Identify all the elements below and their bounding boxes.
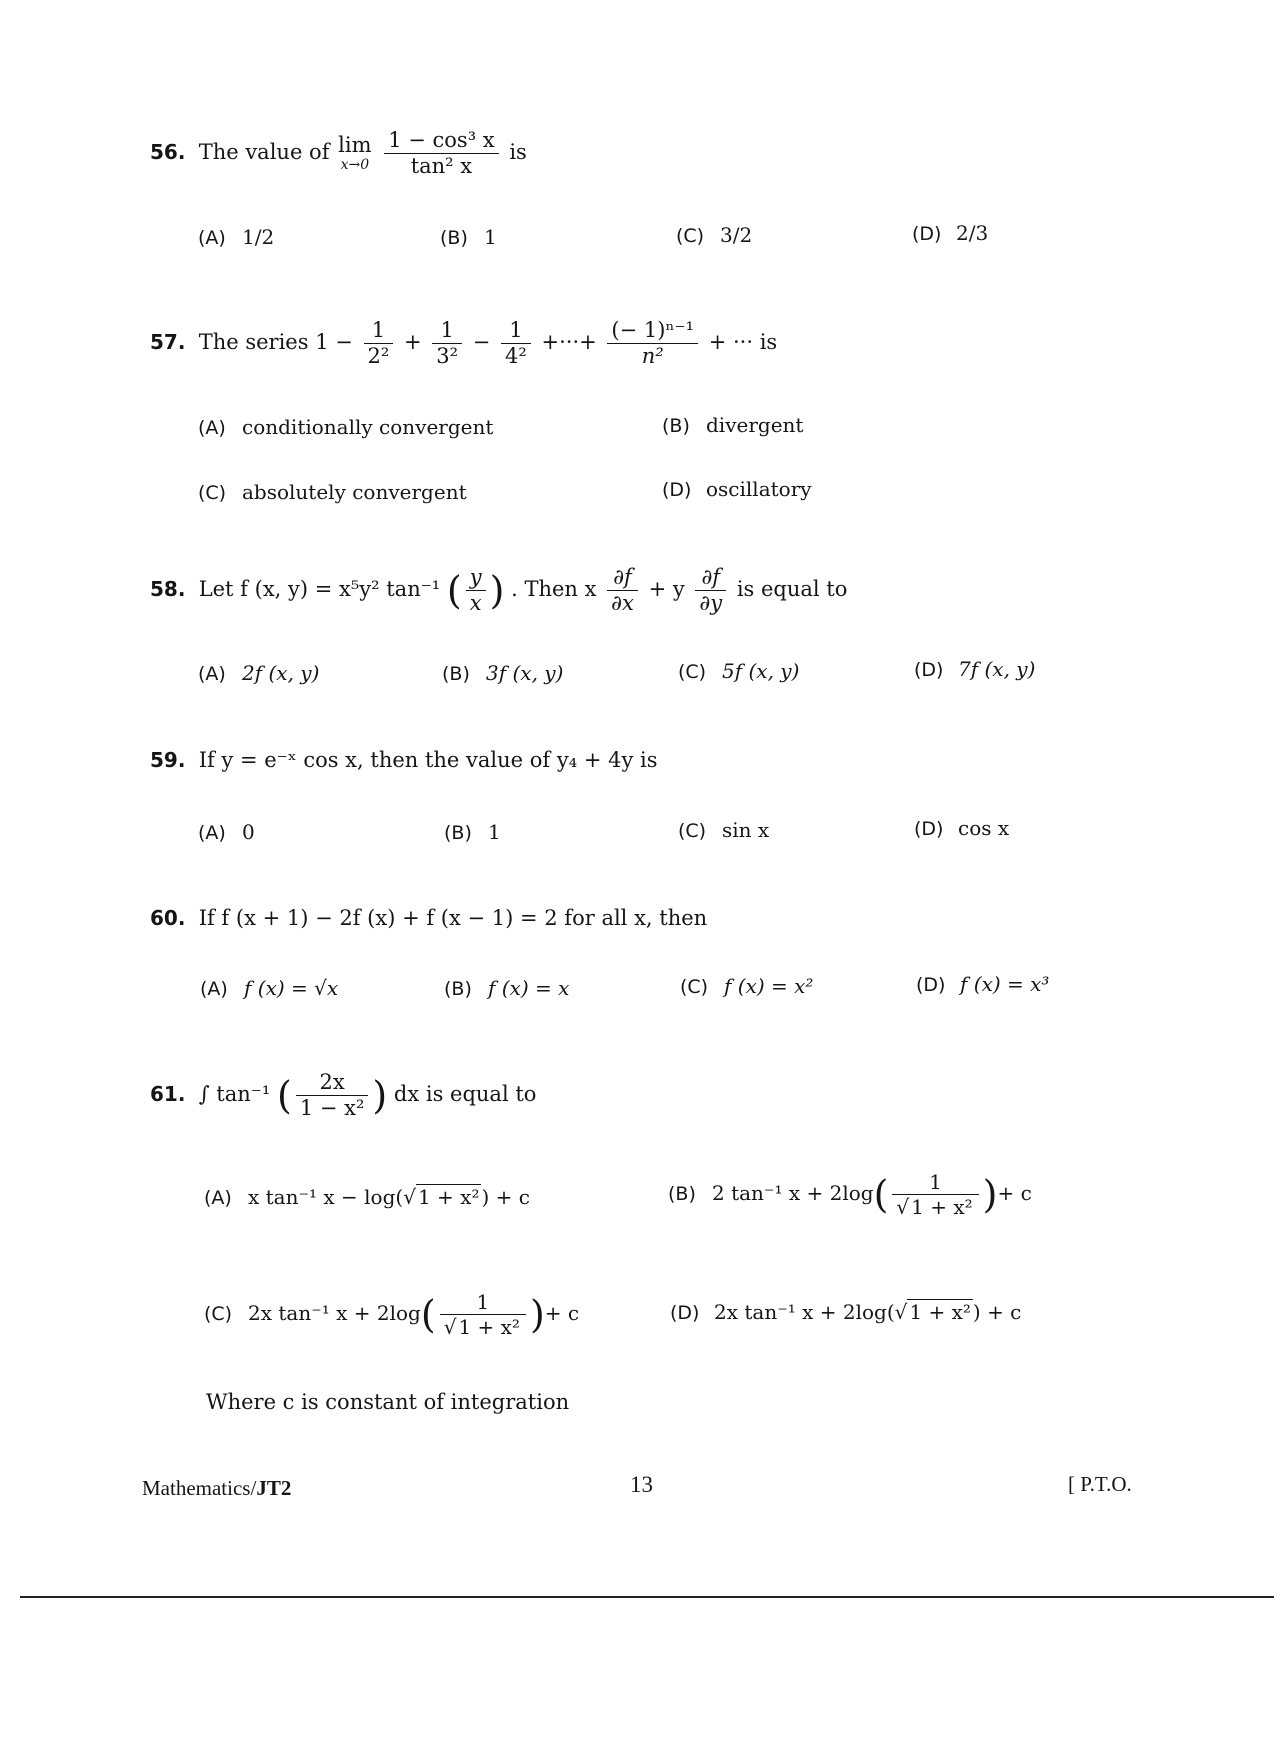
option-label: (C)	[198, 482, 227, 504]
option-label: (D)	[914, 659, 944, 681]
option-expr-end: + c	[997, 1181, 1032, 1205]
question-text: The value of	[198, 140, 330, 165]
partial-numerator: ∂f	[695, 565, 726, 591]
sqrt-icon: √	[896, 1195, 910, 1219]
question-number: 56.	[150, 140, 186, 165]
series-operator: −	[472, 330, 491, 355]
subject-name: Mathematics/	[142, 1476, 257, 1500]
series-term-3	[501, 318, 531, 369]
option-57-d[interactable]	[662, 477, 812, 501]
term-denominator: 4²	[505, 344, 527, 369]
option-value: f (x) = x	[488, 976, 570, 1000]
option-label: (B)	[444, 822, 472, 844]
option-60-d[interactable]	[916, 972, 1049, 996]
left-paren: (	[276, 1073, 292, 1118]
series-operator: +	[403, 330, 422, 355]
option-58-a[interactable]	[198, 661, 319, 685]
option-label: (B)	[440, 227, 468, 249]
sqrt-icon: √	[403, 1185, 416, 1209]
paper-code: JT2	[256, 1476, 292, 1500]
term-denominator: n²	[641, 344, 664, 369]
option-label: (A)	[198, 663, 226, 685]
option-value: absolutely convergent	[242, 480, 467, 504]
option-label: (A)	[198, 227, 226, 249]
term-denominator: 2²	[367, 344, 390, 369]
series-term-2	[432, 318, 462, 369]
option-value: f (x) = x³	[960, 972, 1050, 996]
integration-note: Where c is constant of integration	[206, 1390, 570, 1414]
option-value: 2f (x, y)	[242, 661, 320, 685]
option-57-a[interactable]	[198, 415, 493, 439]
fraction-numerator: 1 − cos³ x	[384, 128, 498, 154]
option-label: (D)	[662, 479, 692, 501]
pto-label: [ P.T.O.	[1068, 1472, 1132, 1496]
option-60-a[interactable]	[200, 976, 338, 1000]
question-text-mid: . Then x	[511, 577, 597, 602]
series-term-general	[607, 318, 698, 369]
footer-subject	[142, 1476, 291, 1501]
fraction-denominator: 1 − x²	[299, 1096, 365, 1121]
radicand: 1 + x²	[911, 1195, 973, 1219]
limit-operator	[338, 134, 371, 172]
question-text-end: is equal to	[736, 577, 848, 602]
fraction-numerator: 2x	[296, 1070, 369, 1096]
option-value: 0	[242, 820, 255, 844]
question-60	[150, 906, 707, 930]
option-57-b[interactable]	[662, 413, 803, 437]
option-label: (B)	[442, 663, 470, 685]
option-expr-start: 2x tan⁻¹ x + 2log	[248, 1301, 421, 1325]
term-numerator: 1	[364, 318, 394, 344]
option-59-d[interactable]	[914, 816, 1009, 840]
term-numerator: 1	[501, 318, 531, 344]
question-number: 59.	[150, 748, 186, 772]
option-56-d[interactable]	[912, 221, 988, 245]
fraction-denominator: tan² x	[410, 154, 473, 179]
option-value: 1	[488, 820, 501, 844]
question-58	[150, 565, 847, 616]
log-fraction	[892, 1170, 978, 1219]
option-expr-start: x tan⁻¹ x − log(	[248, 1185, 404, 1209]
right-paren: )	[489, 568, 505, 613]
question-text-end: + ··· is	[708, 330, 778, 355]
option-label: (D)	[912, 223, 942, 245]
question-text: If f (x + 1) − 2f (x) + f (x − 1) = 2 for all x, then	[198, 906, 708, 930]
question-number: 57.	[150, 330, 186, 355]
option-expr-end: ) + c	[972, 1300, 1022, 1324]
option-value: 1/2	[242, 225, 275, 249]
term-numerator: 1	[432, 318, 462, 344]
fraction-numerator: 1	[892, 1170, 978, 1195]
right-paren: )	[372, 1073, 388, 1118]
option-label: (C)	[204, 1303, 233, 1325]
series-term-1	[364, 318, 394, 369]
option-value: f (x) = x²	[724, 974, 814, 998]
lim-word: lim	[338, 133, 372, 158]
question-text-end: dx is equal to	[393, 1082, 537, 1107]
partial-denominator: ∂x	[611, 591, 634, 616]
option-expr-end: ) + c	[481, 1185, 530, 1209]
option-label: (A)	[204, 1187, 232, 1209]
left-paren: (	[420, 1292, 436, 1337]
question-text-end: is	[509, 140, 527, 165]
integrand-fraction	[296, 1070, 369, 1121]
option-label: (B)	[662, 415, 690, 437]
log-fraction	[440, 1290, 526, 1339]
right-paren: )	[529, 1292, 545, 1337]
option-label: (A)	[198, 822, 226, 844]
fraction-denominator: x	[469, 591, 482, 616]
option-58-b[interactable]	[442, 661, 563, 685]
fraction-numerator: 1	[440, 1290, 526, 1315]
series-operator: +···+	[541, 330, 597, 355]
option-59-b[interactable]	[444, 820, 501, 844]
option-60-b[interactable]	[444, 976, 569, 1000]
option-expr-start: 2 tan⁻¹ x + 2log	[712, 1181, 874, 1205]
arctan-fraction	[466, 565, 486, 616]
bottom-rule	[20, 1596, 1274, 1598]
option-57-c[interactable]	[198, 480, 467, 504]
question-text-mid2: + y	[648, 577, 685, 602]
limit-fraction	[384, 128, 498, 179]
option-59-c[interactable]	[678, 818, 769, 842]
option-label: (A)	[198, 417, 226, 439]
option-56-b[interactable]	[440, 225, 497, 249]
option-label: (B)	[444, 978, 472, 1000]
option-label: (B)	[668, 1183, 696, 1205]
option-label: (D)	[670, 1302, 700, 1324]
option-expr-end: + c	[544, 1301, 580, 1325]
option-value: conditionally convergent	[242, 415, 494, 439]
option-label: (D)	[916, 974, 946, 996]
option-58-c[interactable]	[678, 659, 799, 683]
partial-denominator: ∂y	[699, 591, 723, 616]
option-61-d[interactable]	[670, 1300, 1021, 1324]
option-label: (D)	[914, 818, 944, 840]
fraction-denominator	[440, 1315, 526, 1339]
partial-y	[695, 565, 726, 616]
sqrt-icon: √	[443, 1315, 457, 1339]
option-value: 5f (x, y)	[722, 659, 800, 683]
option-value: cos x	[958, 816, 1010, 840]
radicand: 1 + x²	[417, 1185, 480, 1209]
question-61	[150, 1070, 536, 1121]
option-label: (C)	[678, 661, 707, 683]
right-paren: )	[982, 1172, 998, 1217]
radicand: 1 + x²	[458, 1315, 520, 1339]
option-58-d[interactable]	[914, 657, 1035, 681]
radicand: 1 + x²	[909, 1300, 971, 1324]
question-text: ∫ tan⁻¹	[198, 1082, 271, 1107]
partial-numerator: ∂f	[607, 565, 638, 591]
sqrt-icon: √	[894, 1300, 908, 1324]
option-61-c[interactable]	[204, 1290, 579, 1339]
question-number: 60.	[150, 906, 186, 930]
option-59-a[interactable]	[198, 820, 255, 844]
option-expr-start: 2x tan⁻¹ x + 2log(	[714, 1300, 895, 1324]
term-numerator: (− 1)ⁿ⁻¹	[607, 318, 698, 344]
option-56-c[interactable]	[676, 223, 752, 247]
question-56	[150, 128, 527, 179]
option-label: (A)	[200, 978, 228, 1000]
left-paren: (	[446, 568, 462, 613]
option-value: 3/2	[720, 223, 753, 247]
option-value: 1	[484, 225, 497, 249]
partial-x	[607, 565, 638, 616]
question-text: The series	[198, 330, 309, 355]
option-value: sin x	[722, 818, 770, 842]
fraction-denominator	[892, 1195, 978, 1219]
question-text: If y = e⁻ˣ cos x, then the value of y₄ + 4y is	[198, 748, 658, 772]
option-value: 3f (x, y)	[486, 661, 564, 685]
question-number: 61.	[150, 1082, 186, 1107]
lim-subscript: x→0	[340, 156, 370, 173]
page-number: 13	[630, 1472, 653, 1497]
option-value: 2/3	[956, 221, 989, 245]
term-denominator: 3²	[436, 344, 459, 369]
left-paren: (	[873, 1172, 889, 1217]
option-60-c[interactable]	[680, 974, 813, 998]
option-label: (C)	[678, 820, 707, 842]
fraction-numerator: y	[466, 565, 486, 591]
option-56-a[interactable]	[198, 225, 274, 249]
question-59	[150, 748, 657, 772]
option-value: 7f (x, y)	[958, 657, 1036, 681]
question-number: 58.	[150, 577, 186, 602]
question-text: Let f (x, y) = x⁵y² tan⁻¹	[198, 577, 441, 602]
option-value: f (x) = √x	[244, 976, 339, 1000]
option-label: (C)	[680, 976, 709, 998]
option-value: oscillatory	[706, 477, 812, 501]
option-61-b[interactable]	[668, 1170, 1032, 1219]
option-61-a[interactable]	[204, 1185, 530, 1209]
option-label: (C)	[676, 225, 705, 247]
series-start: 1 −	[315, 330, 353, 355]
question-57	[150, 318, 777, 369]
option-value: divergent	[706, 413, 804, 437]
